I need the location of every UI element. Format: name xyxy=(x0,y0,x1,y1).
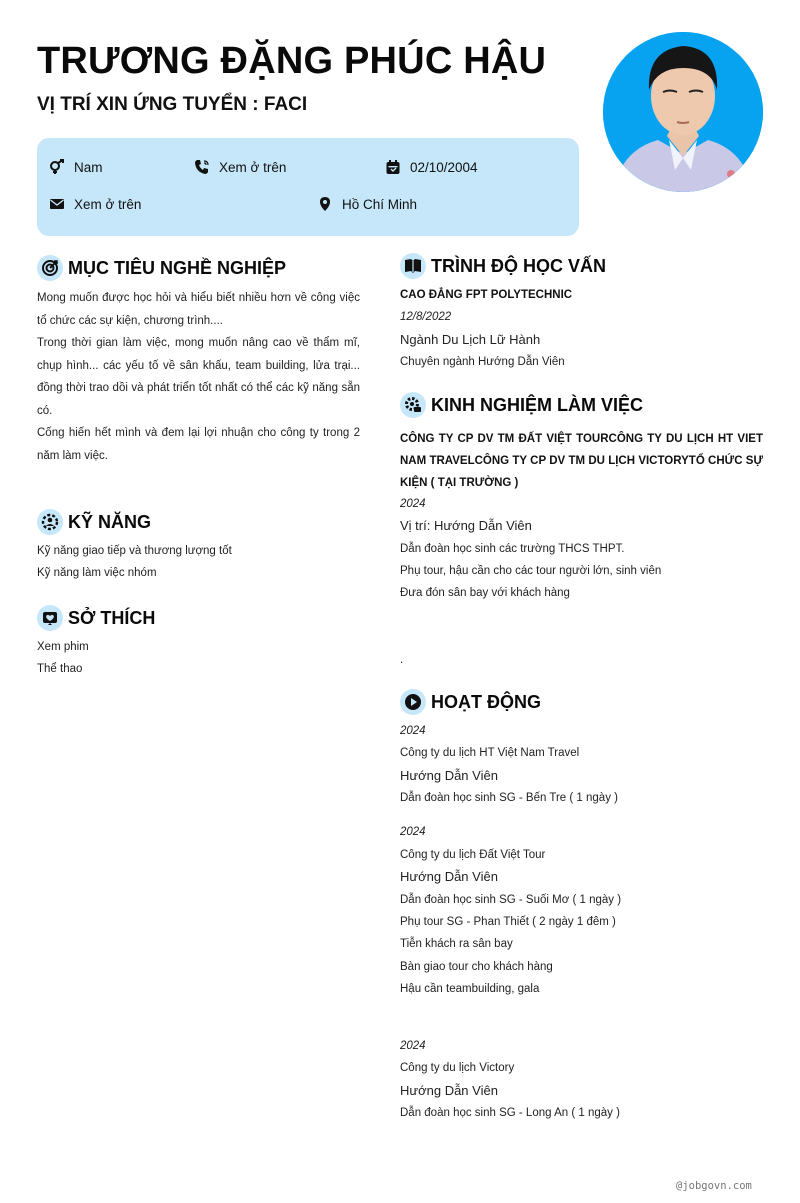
objective-paragraph-1: Mong muốn được học hỏi và hiểu biết nhiều hơn về công việc tổ chức các sự kiện, chương trình.... xyxy=(37,292,360,327)
education-date: 12/8/2022 xyxy=(400,311,452,323)
experience-detail: Phụ tour, hậu cần cho các tour người lớn, sinh viên xyxy=(400,565,662,577)
address-value: Hồ Chí Minh xyxy=(342,196,418,212)
activity-role: Hướng Dẫn Viên xyxy=(400,768,498,783)
book-icon xyxy=(400,253,426,279)
location-pin-icon xyxy=(316,195,334,213)
phone-value: Xem ở trên xyxy=(219,159,287,175)
email-icon xyxy=(48,195,66,213)
experience-year: 2024 xyxy=(400,498,426,510)
objective-section-title: MỤC TIÊU NGHỀ NGHIỆP xyxy=(37,255,286,281)
experience-detail: Đưa đón sân bay với khách hàng xyxy=(400,587,570,599)
skill-item: Kỹ năng làm việc nhóm xyxy=(37,567,157,579)
hobby-item: Thể thao xyxy=(37,663,83,675)
activities-section-title: HOẠT ĐỘNG xyxy=(400,689,541,715)
activity-role: Hướng Dẫn Viên xyxy=(400,869,498,884)
applied-position: VỊ TRÍ XIN ỨNG TUYỂN : FACI xyxy=(37,94,308,115)
skill-item: Kỹ năng giao tiếp và thương lượng tốt xyxy=(37,545,232,557)
contact-box xyxy=(37,138,579,236)
work-gear-icon xyxy=(400,392,426,418)
target-icon xyxy=(37,255,63,281)
birthday-value: 02/10/2004 xyxy=(410,159,478,175)
activity-company: Công ty du lịch HT Việt Nam Travel xyxy=(400,747,580,759)
activity-detail: Hậu cần teambuilding, gala xyxy=(400,983,540,995)
contact-birthday xyxy=(384,158,478,176)
activity-year: 2024 xyxy=(400,826,426,838)
experience-detail: Dẫn đoàn học sinh các trường THCS THPT. xyxy=(400,543,625,555)
activity-detail: Tiễn khách ra sân bay xyxy=(400,938,513,950)
education-section-title: TRÌNH ĐỘ HỌC VẤN xyxy=(400,253,606,279)
activity-detail: Dẫn đoàn học sinh SG - Suối Mơ ( 1 ngày ) xyxy=(400,894,622,906)
contact-gender xyxy=(48,158,103,176)
objective-paragraph-2: Trong thời gian làm việc, mong muốn nâng cao về thẩm mĩ, chụp hình... các yếu tố về sân khấu, team building, lửa trại... đồng thời trao dồi và phát triển tốt nhất có thể các kỹ năng sẵn có. xyxy=(37,337,360,417)
activity-detail: Bàn giao tour cho khách hàng xyxy=(400,961,553,973)
activity-company: Công ty du lịch Victory xyxy=(400,1062,515,1074)
contact-phone xyxy=(193,158,286,176)
play-icon xyxy=(400,689,426,715)
education-specialization: Chuyên ngành Hướng Dẫn Viên xyxy=(400,356,565,368)
avatar xyxy=(603,32,763,192)
phone-icon xyxy=(193,158,211,176)
experience-role: Vị trí: Hướng Dẫn Viên xyxy=(400,518,532,533)
portrait-illustration xyxy=(603,32,763,192)
calendar-icon xyxy=(384,158,402,176)
activity-detail: Dẫn đoàn học sinh SG - Long An ( 1 ngày ) xyxy=(400,1107,620,1119)
education-major: Ngành Du Lịch Lữ Hành xyxy=(400,332,541,347)
activity-detail: Dẫn đoàn học sinh SG - Bến Tre ( 1 ngày ) xyxy=(400,792,618,804)
hobby-item: Xem phim xyxy=(37,641,89,653)
experience-dot: . xyxy=(400,654,404,666)
hobbies-section-title: SỞ THÍCH xyxy=(37,605,155,631)
activity-role: Hướng Dẫn Viên xyxy=(400,1083,498,1098)
heart-icon xyxy=(37,605,63,631)
candidate-name: TRƯƠNG ĐẶNG PHÚC HẬU xyxy=(37,40,547,82)
education-school: CAO ĐẲNG FPT POLYTECHNIC xyxy=(400,289,573,301)
email-value: Xem ở trên xyxy=(74,196,142,212)
skills-gear-icon xyxy=(37,509,63,535)
contact-email xyxy=(48,195,141,213)
experience-section-title: KINH NGHIỆM LÀM VIỆC xyxy=(400,392,643,418)
objective-paragraph-3: Cống hiến hết mình và đem lại lợi nhuận cho công ty trong 2 năm làm việc. xyxy=(37,427,360,462)
gender-icon xyxy=(48,158,66,176)
contact-address xyxy=(316,195,417,213)
skills-section-title: KỸ NĂNG xyxy=(37,509,151,535)
activity-company: Công ty du lịch Đất Việt Tour xyxy=(400,849,546,861)
experience-company: CÔNG TY CP DV TM ĐẤT VIỆT TOURCÔNG TY DU LỊCH HT VIET NAM TRAVELCÔNG TY CP DV TM DU LỊCH VICTORYTỔ CHỨC SỰ KIỆN ( TẠI TRƯỜNG ) xyxy=(400,433,763,489)
gender-value: Nam xyxy=(74,159,103,175)
footer-watermark: @jobgovn.com xyxy=(676,1180,752,1192)
activity-year: 2024 xyxy=(400,725,426,737)
activity-detail: Phụ tour SG - Phan Thiết ( 2 ngày 1 đêm ) xyxy=(400,916,616,928)
activity-year: 2024 xyxy=(400,1040,426,1052)
